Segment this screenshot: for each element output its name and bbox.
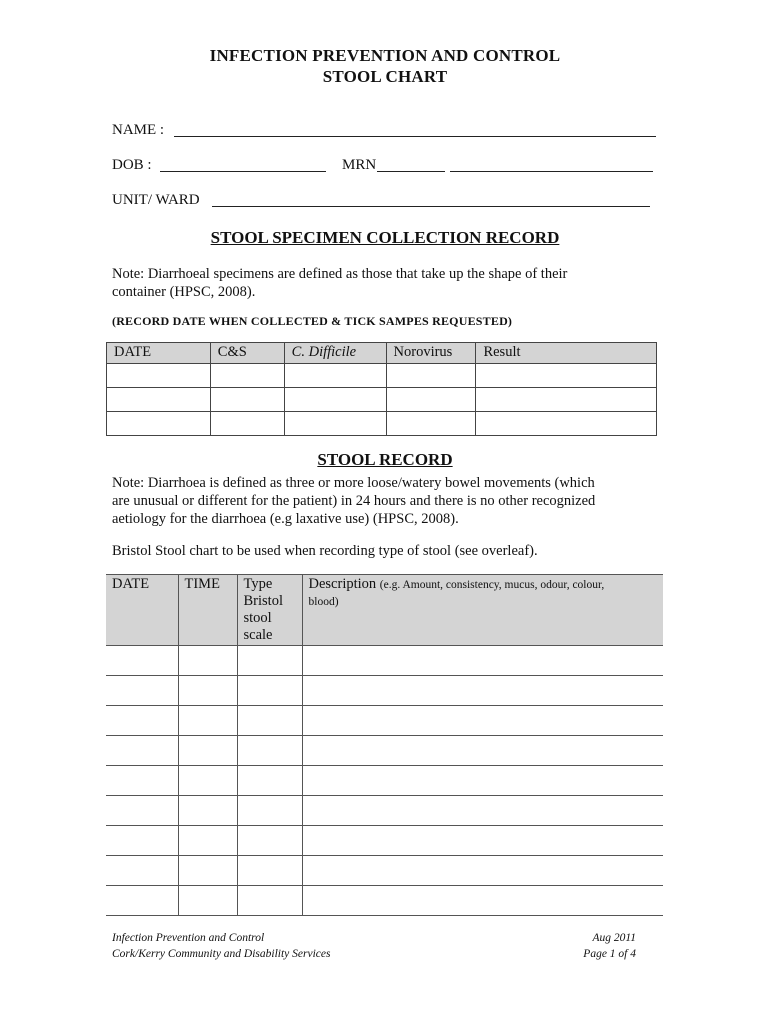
table-cell[interactable]	[178, 826, 237, 856]
table-cell[interactable]	[386, 364, 476, 388]
footer-right	[540, 930, 636, 962]
col-time: TIME	[178, 575, 237, 646]
table-cell[interactable]	[284, 388, 386, 412]
table-cell[interactable]	[178, 766, 237, 796]
document-title-line1: INFECTION PREVENTION AND CONTROL	[209, 46, 561, 65]
table-row	[106, 856, 663, 886]
table-cell[interactable]	[210, 388, 284, 412]
table-row	[106, 676, 663, 706]
table-cell[interactable]	[106, 766, 178, 796]
table-cell[interactable]	[302, 676, 663, 706]
table-cell[interactable]	[178, 886, 237, 916]
footer-date: Aug 2011	[592, 932, 636, 944]
col-description-detail-line2: blood)	[308, 596, 339, 608]
mrn-label: MRN	[342, 157, 377, 173]
table-row	[107, 388, 657, 412]
table-cell[interactable]	[302, 736, 663, 766]
col-type-line3: stool	[243, 610, 272, 626]
table-cell[interactable]	[302, 856, 663, 886]
table-row	[106, 886, 663, 916]
table-cell[interactable]	[237, 676, 302, 706]
table-cell[interactable]	[237, 736, 302, 766]
table-cell[interactable]	[107, 388, 211, 412]
table-cell[interactable]	[284, 364, 386, 388]
table-cell[interactable]	[210, 364, 284, 388]
unit-ward-label: UNIT/ WARD	[112, 192, 200, 208]
table-cell[interactable]	[237, 886, 302, 916]
table-cell[interactable]	[178, 856, 237, 886]
footer-service: Cork/Kerry Community and Disability Services	[112, 948, 331, 960]
stool-note-line2: are unusual or different for the patient) in 24 hours and there is no other recognized	[112, 493, 596, 509]
document-title-line2: STOOL CHART	[322, 67, 448, 86]
table-cell[interactable]	[178, 676, 237, 706]
table-cell[interactable]	[302, 646, 663, 676]
table-row	[107, 364, 657, 388]
specimen-instruction: (RECORD DATE WHEN COLLECTED & TICK SAMPES REQUESTED)	[112, 314, 513, 328]
specimen-section-title: STOOL SPECIMEN COLLECTION RECORD	[210, 228, 560, 247]
col-date: DATE	[106, 575, 178, 646]
specimen-table-header	[107, 343, 657, 364]
col-type-line1: Type	[243, 576, 273, 592]
specimen-table	[106, 342, 657, 436]
specimen-note-line1: Note: Diarrhoeal specimens are defined as those that take up the shape of their	[112, 266, 568, 282]
col-description-detail-line1: (e.g. Amount, consistency, mucus, odour, colour,	[379, 579, 605, 591]
mrn-field-line-b[interactable]	[450, 171, 653, 172]
table-cell[interactable]	[237, 646, 302, 676]
col-type-line4: scale	[243, 627, 273, 643]
stool-note-line3: aetiology for the diarrhoea (e.g laxative use) (HPSC, 2008).	[112, 511, 459, 527]
table-cell[interactable]	[237, 856, 302, 886]
table-row	[106, 826, 663, 856]
table-row	[106, 736, 663, 766]
table-cell[interactable]	[178, 796, 237, 826]
table-cell[interactable]	[106, 706, 178, 736]
table-cell[interactable]	[106, 796, 178, 826]
stool-note-line1: Note: Diarrhoea is defined as three or more loose/watery bowel movements (which	[112, 475, 595, 491]
table-cell[interactable]	[107, 364, 211, 388]
name-label: NAME :	[112, 122, 165, 138]
col-description	[302, 575, 663, 646]
stool-record-title: STOOL RECORD	[317, 450, 453, 469]
table-cell[interactable]	[178, 736, 237, 766]
table-cell[interactable]	[302, 826, 663, 856]
table-cell[interactable]	[106, 856, 178, 886]
col-c-difficile: C. Difficile	[284, 343, 386, 364]
col-type-line2: Bristol	[243, 593, 283, 609]
col-type-bristol	[237, 575, 302, 646]
stool-table-header	[106, 575, 663, 646]
table-cell[interactable]	[237, 796, 302, 826]
table-cell[interactable]	[106, 736, 178, 766]
col-date: DATE	[107, 343, 211, 364]
col-norovirus: Norovirus	[386, 343, 476, 364]
table-cell[interactable]	[476, 364, 657, 388]
specimen-note	[112, 265, 567, 301]
table-cell[interactable]	[237, 706, 302, 736]
table-cell[interactable]	[284, 412, 386, 436]
table-row	[107, 412, 657, 436]
footer-page-number: Page 1 of 4	[583, 948, 636, 960]
table-cell[interactable]	[106, 886, 178, 916]
table-cell[interactable]	[178, 706, 237, 736]
table-cell[interactable]	[476, 388, 657, 412]
col-description-main: Description	[308, 576, 377, 592]
table-cell[interactable]	[107, 412, 211, 436]
dob-label: DOB :	[112, 157, 152, 173]
table-cell[interactable]	[106, 676, 178, 706]
table-cell[interactable]	[210, 412, 284, 436]
dob-field-line[interactable]	[160, 171, 326, 172]
mrn-field-line-a[interactable]	[377, 171, 445, 172]
footer-department: Infection Prevention and Control	[112, 932, 265, 944]
table-cell[interactable]	[237, 826, 302, 856]
table-row	[106, 706, 663, 736]
table-cell[interactable]	[386, 388, 476, 412]
table-row	[106, 646, 663, 676]
bristol-note: Bristol Stool chart to be used when recording type of stool (see overleaf).	[112, 543, 538, 559]
table-cell[interactable]	[302, 706, 663, 736]
name-field-line[interactable]	[174, 136, 656, 137]
table-row	[106, 796, 663, 826]
unit-ward-field-line[interactable]	[212, 206, 650, 207]
table-cell[interactable]	[476, 412, 657, 436]
stool-record-table	[106, 574, 663, 916]
table-cell[interactable]	[302, 886, 663, 916]
stool-note	[112, 474, 595, 528]
col-result: Result	[476, 343, 657, 364]
table-cell[interactable]	[302, 766, 663, 796]
col-cs: C&S	[210, 343, 284, 364]
table-cell[interactable]	[302, 796, 663, 826]
table-cell[interactable]	[237, 766, 302, 796]
table-row	[106, 766, 663, 796]
footer-left	[112, 930, 330, 962]
table-cell[interactable]	[386, 412, 476, 436]
specimen-note-line2: container (HPSC, 2008).	[112, 284, 256, 300]
table-cell[interactable]	[178, 646, 237, 676]
table-cell[interactable]	[106, 646, 178, 676]
table-cell[interactable]	[106, 826, 178, 856]
